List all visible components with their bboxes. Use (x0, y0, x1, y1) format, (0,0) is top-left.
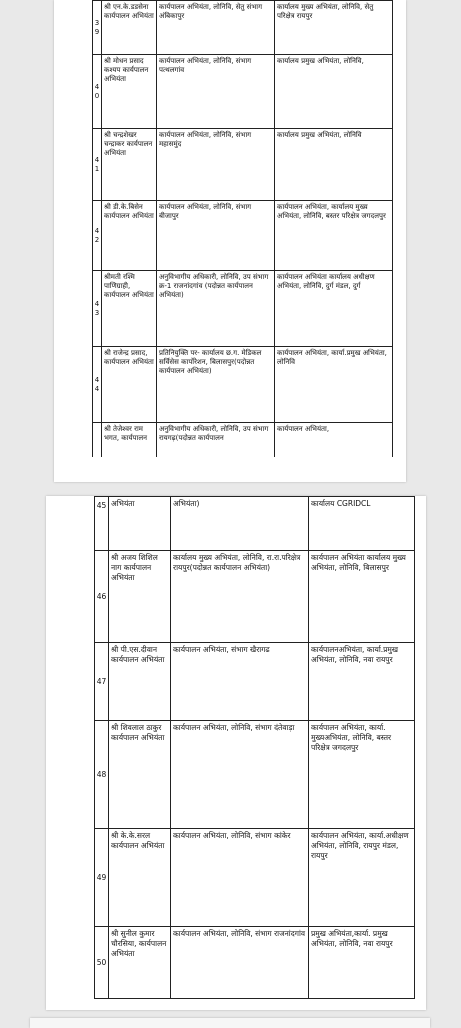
serial-number: 41 (93, 129, 102, 201)
officer-name: श्री शिवलाल ठाकुर कार्यपालन अभियंता (109, 721, 171, 829)
new-posting: कार्यालय प्रमुख अभियंता, लोनिवि (275, 129, 393, 201)
serial-number (93, 423, 102, 457)
new-posting: कार्यपालन अभियंता, कार्यालय मुख्य अभियंता, लोनिवि, बस्तर परिक्षेत्र जगदलपुर (275, 201, 393, 271)
new-posting: कार्यालय प्रमुख अभियंता, लोनिवि, (275, 55, 393, 129)
officer-name: श्री अजय शिशिल नाग कार्यपालन अभियंता (109, 551, 171, 643)
current-posting: अनुविभागीय अधिकारी, लोनिवि, उप संभाग क्र-1 राजनांदगांव (पदोन्नत कार्यपालन अभियंता) (157, 271, 275, 347)
table-row (95, 643, 415, 721)
serial-number: 43 (93, 271, 102, 347)
officer-name: श्रीमती रश्मि पाणिग्राही, कार्यपालन अभियंता (102, 271, 157, 347)
new-posting: कार्यालय मुख्य अभियंता, लोनिवि, सेतु परिक्षेत्र रायपुर (275, 1, 393, 55)
current-posting: कार्यपालन अभियंता, लोनिवि, संभाग कांकेर (171, 829, 309, 927)
serial-number: 49 (95, 829, 109, 927)
current-posting: कार्यपालन अभियंता, संभाग खैरागढ (171, 643, 309, 721)
officer-name: श्री एन.के.डडसेना कार्यपालन अभियंता (102, 1, 157, 55)
new-posting: कार्यपालन अभियंता, कार्या.अधीक्षण अभियंता, लोनिवि, रायपुर मंडल, रायपुर (309, 829, 415, 927)
table-row (93, 271, 393, 347)
document-page-2 (46, 496, 426, 1010)
officer-name: श्री सुनील कुमार चौरसिया, कार्यपालन अभियंता (109, 927, 171, 999)
table-row (93, 129, 393, 201)
transfer-table-page-1 (92, 0, 393, 457)
serial-number: 42 (93, 201, 102, 271)
new-posting: कार्यपालन अभियंता कार्यालय मुख्य अभियंता, लोनिवि, बिलासपुर (309, 551, 415, 643)
new-posting: कार्यपालन अभियंता, कार्या.प्रमुख अभियंता, लोनिवि (275, 347, 393, 423)
table-row (95, 497, 415, 551)
table-row (95, 551, 415, 643)
officer-name: श्री पी.एस.दीवान कार्यपालन अभियंता (109, 643, 171, 721)
officer-name: श्री मोधन प्रसाद कश्यप कार्यपालन अभियंता (102, 55, 157, 129)
new-posting: प्रमुख अभियंता,कार्या. प्रमुख अभियंता, लोनिवि, नवा रायपुर (309, 927, 415, 999)
new-posting: कार्यपालन अभियंता कार्यालय अधीक्षण अभियंता, लोनिवि, दुर्ग मंडल, दुर्ग (275, 271, 393, 347)
serial-number: 44 (93, 347, 102, 423)
current-posting: कार्यपालन अभियंता, लोनिवि, संभाग राजनांदगांव (171, 927, 309, 999)
serial-number: 40 (93, 55, 102, 129)
serial-number: 39 (93, 1, 102, 55)
table-row (93, 347, 393, 423)
serial-number: 48 (95, 721, 109, 829)
officer-name: श्री तेजेश्वर राम भगत, कार्यपालन (102, 423, 157, 457)
transfer-table-page-2 (94, 496, 415, 999)
document-page-3-edge (30, 1018, 430, 1028)
current-posting: कार्यपालन अभियंता, लोनिवि, संभाग पत्थलगांव (157, 55, 275, 129)
serial-number: 45 (95, 497, 109, 551)
table-row (95, 721, 415, 829)
new-posting: कार्यपालनअभियंता, कार्या.प्रमुख अभियंता, लोनिवि, नवा रायपुर (309, 643, 415, 721)
serial-number: 46 (95, 551, 109, 643)
table-row (93, 423, 393, 457)
new-posting: कार्यपालन अभियंता, कार्या. मुख्यअभियंता, लोनिवि, बस्तर परिक्षेत्र जगदलपुर (309, 721, 415, 829)
officer-name: श्री डी.के.बिसेन कार्यपालन अभियंता (102, 201, 157, 271)
officer-name: श्री चन्द्रशेखर चन्द्राकर कार्यपालन अभियंता (102, 129, 157, 201)
current-posting: कार्यालय मुख्य अभियंता, लोनिवि, रा.रा.परिक्षेत्र रायपुर(पदोन्नत कार्यपालन अभियंता) (171, 551, 309, 643)
current-posting: कार्यपालन अभियंता, लोनिवि, संभाग बीजापुर (157, 201, 275, 271)
table-row (95, 829, 415, 927)
current-posting: कार्यपालन अभियंता, लोनिवि, सेतु संभाग अंबिकापुर (157, 1, 275, 55)
new-posting: कार्यालय CGRIDCL (309, 497, 415, 551)
serial-number: 47 (95, 643, 109, 721)
current-posting: प्रतिनियुक्ति पर- कार्यालय छ.ग. मेडिकल सर्विसेस कार्पोरेशन, बिलासपुर(पदोन्नत कार्यपालन अभियंता) (157, 347, 275, 423)
document-page-1 (54, 0, 406, 482)
current-posting: अभियंता) (171, 497, 309, 551)
current-posting: कार्यपालन अभियंता, लोनिवि, संभाग महासमुंद (157, 129, 275, 201)
table-row (93, 55, 393, 129)
current-posting: कार्यपालन अभियंता, लोनिवि, संभाग दंतेवाड़ा (171, 721, 309, 829)
current-posting: अनुविभागीय अधिकारी, लोनिवि, उप संभाग रायगढ़(पदोन्नत कार्यपालन (157, 423, 275, 457)
officer-name: श्री राजेन्द्र प्रसाद, कार्यपालन अभियंता (102, 347, 157, 423)
officer-name: अभियंता (109, 497, 171, 551)
table-row (93, 201, 393, 271)
serial-number: 50 (95, 927, 109, 999)
officer-name: श्री के.के.सरल कार्यपालन अभियंता (109, 829, 171, 927)
new-posting: कार्यपालन अभियंता, (275, 423, 393, 457)
table-row (93, 1, 393, 55)
table-row (95, 927, 415, 999)
